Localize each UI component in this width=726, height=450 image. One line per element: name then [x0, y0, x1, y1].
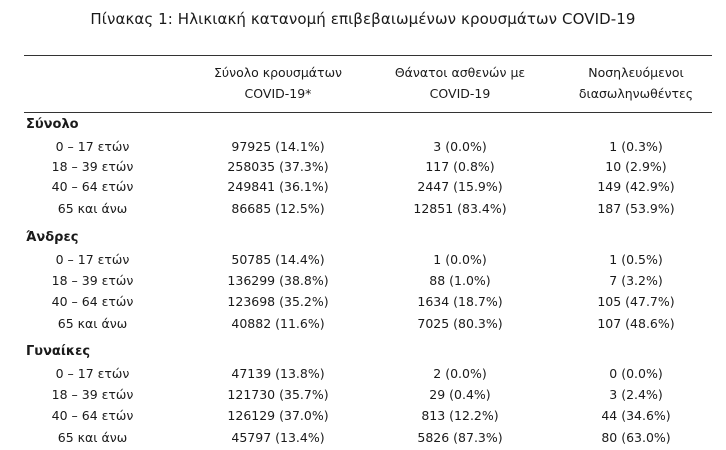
cases-cell: 121730 (35.7%)	[227, 387, 329, 402]
cases-cell: 249841 (36.1%)	[227, 179, 329, 194]
table-row	[0, 137, 726, 157]
age-group-label: 18 – 39 ετών	[51, 159, 134, 174]
age-group-label: 18 – 39 ετών	[51, 387, 134, 402]
header-deaths-line1: Θάνατοι ασθενών με	[394, 65, 526, 80]
intubated-cell: 7 (3.2%)	[609, 273, 663, 288]
deaths-cell: 813 (12.2%)	[421, 408, 499, 423]
deaths-cell: 1 (0.0%)	[433, 252, 487, 267]
deaths-cell: 2447 (15.9%)	[417, 179, 503, 194]
intubated-cell: 3 (2.4%)	[609, 387, 663, 402]
intubated-cell: 107 (48.6%)	[597, 316, 675, 331]
table-row	[0, 364, 726, 384]
table-row	[0, 428, 726, 448]
table-row	[0, 157, 726, 177]
section-title-men: Άνδρες	[26, 230, 79, 245]
deaths-cell: 117 (0.8%)	[425, 159, 495, 174]
deaths-cell: 88 (1.0%)	[429, 273, 491, 288]
age-group-label: 0 – 17 ετών	[55, 139, 130, 154]
cases-cell: 126129 (37.0%)	[227, 408, 329, 423]
header-deaths	[372, 62, 548, 104]
age-group-label: 40 – 64 ετών	[51, 294, 134, 309]
deaths-cell: 7025 (80.3%)	[417, 316, 503, 331]
intubated-cell: 1 (0.5%)	[609, 252, 663, 267]
age-group-label: 65 και άνω	[57, 430, 128, 445]
intubated-cell: 1 (0.3%)	[609, 139, 663, 154]
header-total-cases-line1: Σύνολο κρουσμάτων	[213, 65, 343, 80]
cases-cell: 123698 (35.2%)	[227, 294, 329, 309]
age-group-label: 0 – 17 ετών	[55, 366, 130, 381]
header-intubated-line1: Νοσηλευόμενοι	[588, 65, 684, 80]
intubated-cell: 0 (0.0%)	[609, 366, 663, 381]
cases-cell: 97925 (14.1%)	[231, 139, 325, 154]
cases-cell: 45797 (13.4%)	[231, 430, 325, 445]
table-row	[0, 177, 726, 197]
deaths-cell: 2 (0.0%)	[433, 366, 487, 381]
intubated-cell: 44 (34.6%)	[601, 408, 671, 423]
table-row	[0, 314, 726, 334]
intubated-cell: 187 (53.9%)	[597, 201, 675, 216]
intubated-cell: 10 (2.9%)	[605, 159, 667, 174]
intubated-cell: 80 (63.0%)	[601, 430, 671, 445]
header-deaths-line2: COVID-19	[429, 86, 491, 101]
deaths-cell: 5826 (87.3%)	[417, 430, 503, 445]
cases-cell: 136299 (38.8%)	[227, 273, 329, 288]
age-group-label: 65 και άνω	[57, 201, 128, 216]
age-group-label: 65 και άνω	[57, 316, 128, 331]
table-row	[0, 199, 726, 219]
age-group-label: 40 – 64 ετών	[51, 179, 134, 194]
header-intubated-line2: διασωληνωθέντες	[578, 86, 694, 101]
table-title: Πίνακας 1: Ηλικιακή κατανομή επιβεβαιωμένων κρουσμάτων COVID-19	[90, 10, 636, 28]
age-group-label: 0 – 17 ετών	[55, 252, 130, 267]
header-total-cases-line2: COVID-19*	[244, 86, 312, 101]
age-group-label: 40 – 64 ετών	[51, 408, 134, 423]
table-row	[0, 250, 726, 270]
top-rule	[24, 55, 712, 56]
intubated-cell: 105 (47.7%)	[597, 294, 675, 309]
cases-cell: 86685 (12.5%)	[231, 201, 325, 216]
table-row	[0, 385, 726, 405]
table-row	[0, 406, 726, 426]
deaths-cell: 29 (0.4%)	[429, 387, 491, 402]
age-group-label: 18 – 39 ετών	[51, 273, 134, 288]
table-row	[0, 271, 726, 291]
header-intubated	[566, 62, 706, 104]
table-row	[0, 292, 726, 312]
section-title-total: Σύνολο	[26, 117, 79, 132]
header-total-cases	[208, 62, 348, 104]
header-rule	[24, 112, 712, 113]
intubated-cell: 149 (42.9%)	[597, 179, 675, 194]
deaths-cell: 1634 (18.7%)	[417, 294, 503, 309]
cases-cell: 258035 (37.3%)	[227, 159, 329, 174]
cases-cell: 47139 (13.8%)	[231, 366, 325, 381]
deaths-cell: 12851 (83.4%)	[413, 201, 507, 216]
section-title-women: Γυναίκες	[26, 344, 91, 359]
cases-cell: 40882 (11.6%)	[231, 316, 325, 331]
deaths-cell: 3 (0.0%)	[433, 139, 487, 154]
cases-cell: 50785 (14.4%)	[231, 252, 325, 267]
